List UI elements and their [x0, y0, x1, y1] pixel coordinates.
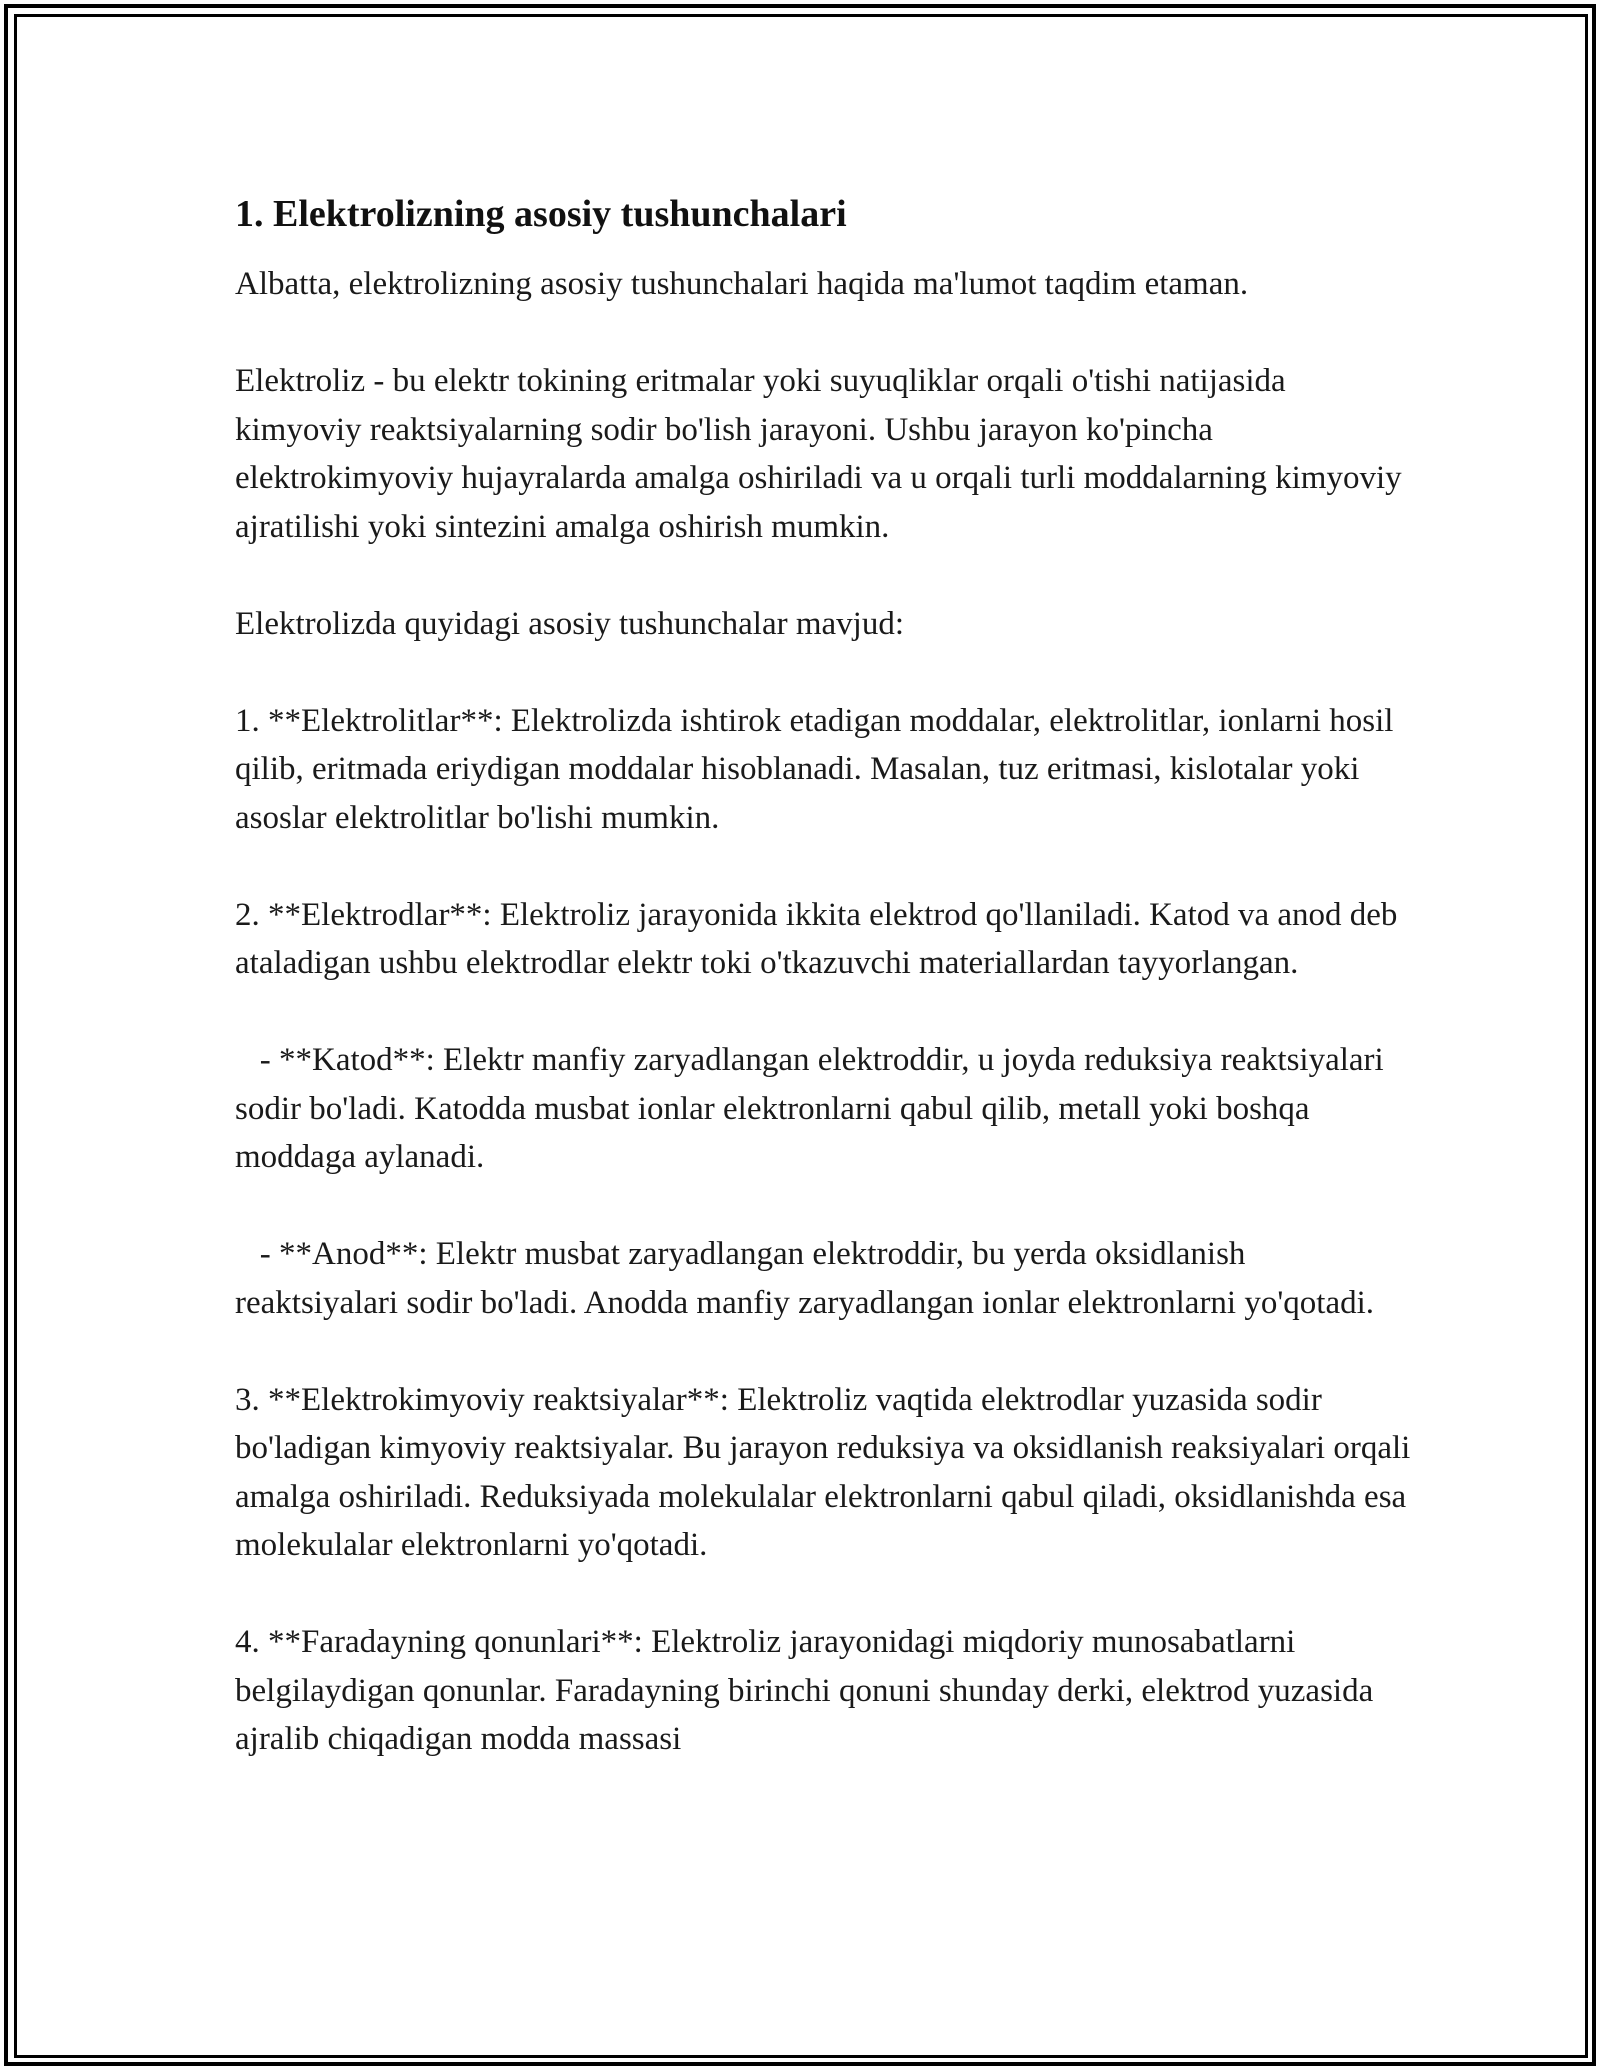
paragraph-anode: - **Anod**: Elektr musbat zaryadlangan elektroddir, bu yerda oksidlanish reaktsiyalari sodir bo'ladi. Anodda manfiy zaryadlangan ionlar elektronlarni yo'qotadi.: [235, 1236, 1375, 1321]
paragraph-electrodes: 2. **Elektrodlar**: Elektroliz jarayonida ikkita elektrod qo'llaniladi. Katod va anod deb ataladigan ushbu elektrodlar elektr toki o'tkazuvchi materiallardan tayyorlangan.: [235, 896, 1406, 981]
document-body: [235, 186, 1419, 1812]
paragraph-intro: Albatta, elektrolizning asosiy tushunchalari haqida ma'lumot taqdim etaman.: [235, 266, 1249, 302]
paragraph-electrolytes: 1. **Elektrolitlar**: Elektrolizda ishtirok etadigan moddalar, elektrolitlar, ionlarni hosil qilib, eritmada eriydigan moddalar hisoblanadi. Masalan, tuz eritmasi, kislotalar yoki asoslar elektrolitlar bo'lishi mumkin.: [235, 702, 1402, 836]
paragraph-concepts-lead: Elektrolizda quyidagi asosiy tushunchalar mavjud:: [235, 605, 905, 642]
document-title: 1. Elektrolizning asosiy tushunchalari: [235, 193, 847, 235]
paragraph-faraday: 4. **Faradayning qonunlari**: Elektroliz jarayonidagi miqdoriy munosabatlarni belgilaydigan qonunlar. Faradayning birinchi qonuni shunday derki, elektrod yuzasida ajralib chiqadigan modda massasi: [235, 1624, 1382, 1757]
paragraph-definition: Elektroliz - bu elektr tokining eritmalar yoki suyuqliklar orqali o'tishi natijasida kimyoviy reaktsiyalarning sodir bo'lish jarayoni. Ushbu jarayon ko'pincha elektrokimyoviy hujayralarda amalga oshiriladi va u orqali turli moddalarning kimyoviy ajratilishi yoki sintezini amalga oshirish mumkin.: [235, 363, 1410, 545]
paragraph-cathode: - **Katod**: Elektr manfiy zaryadlangan elektroddir, u joyda reduksiya reaktsiyalari sodir bo'ladi. Katodda musbat ionlar elektronlarni qabul qilib, metall yoki boshqa moddaga aylanadi.: [235, 1042, 1392, 1175]
paragraph-reactions: 3. **Elektrokimyoviy reaktsiyalar**: Elektroliz vaqtida elektrodlar yuzasida sodir bo'ladigan kimyoviy reaktsiyalar. Bu jarayon reduksiya va oksidlanish reaksiyalari orqali amalga oshiriladi. Reduksiyada molekulalar elektronlarni qabul qiladi, oksidlanishda esa molekulalar elektronlarni yo'qotadi.: [235, 1381, 1419, 1563]
